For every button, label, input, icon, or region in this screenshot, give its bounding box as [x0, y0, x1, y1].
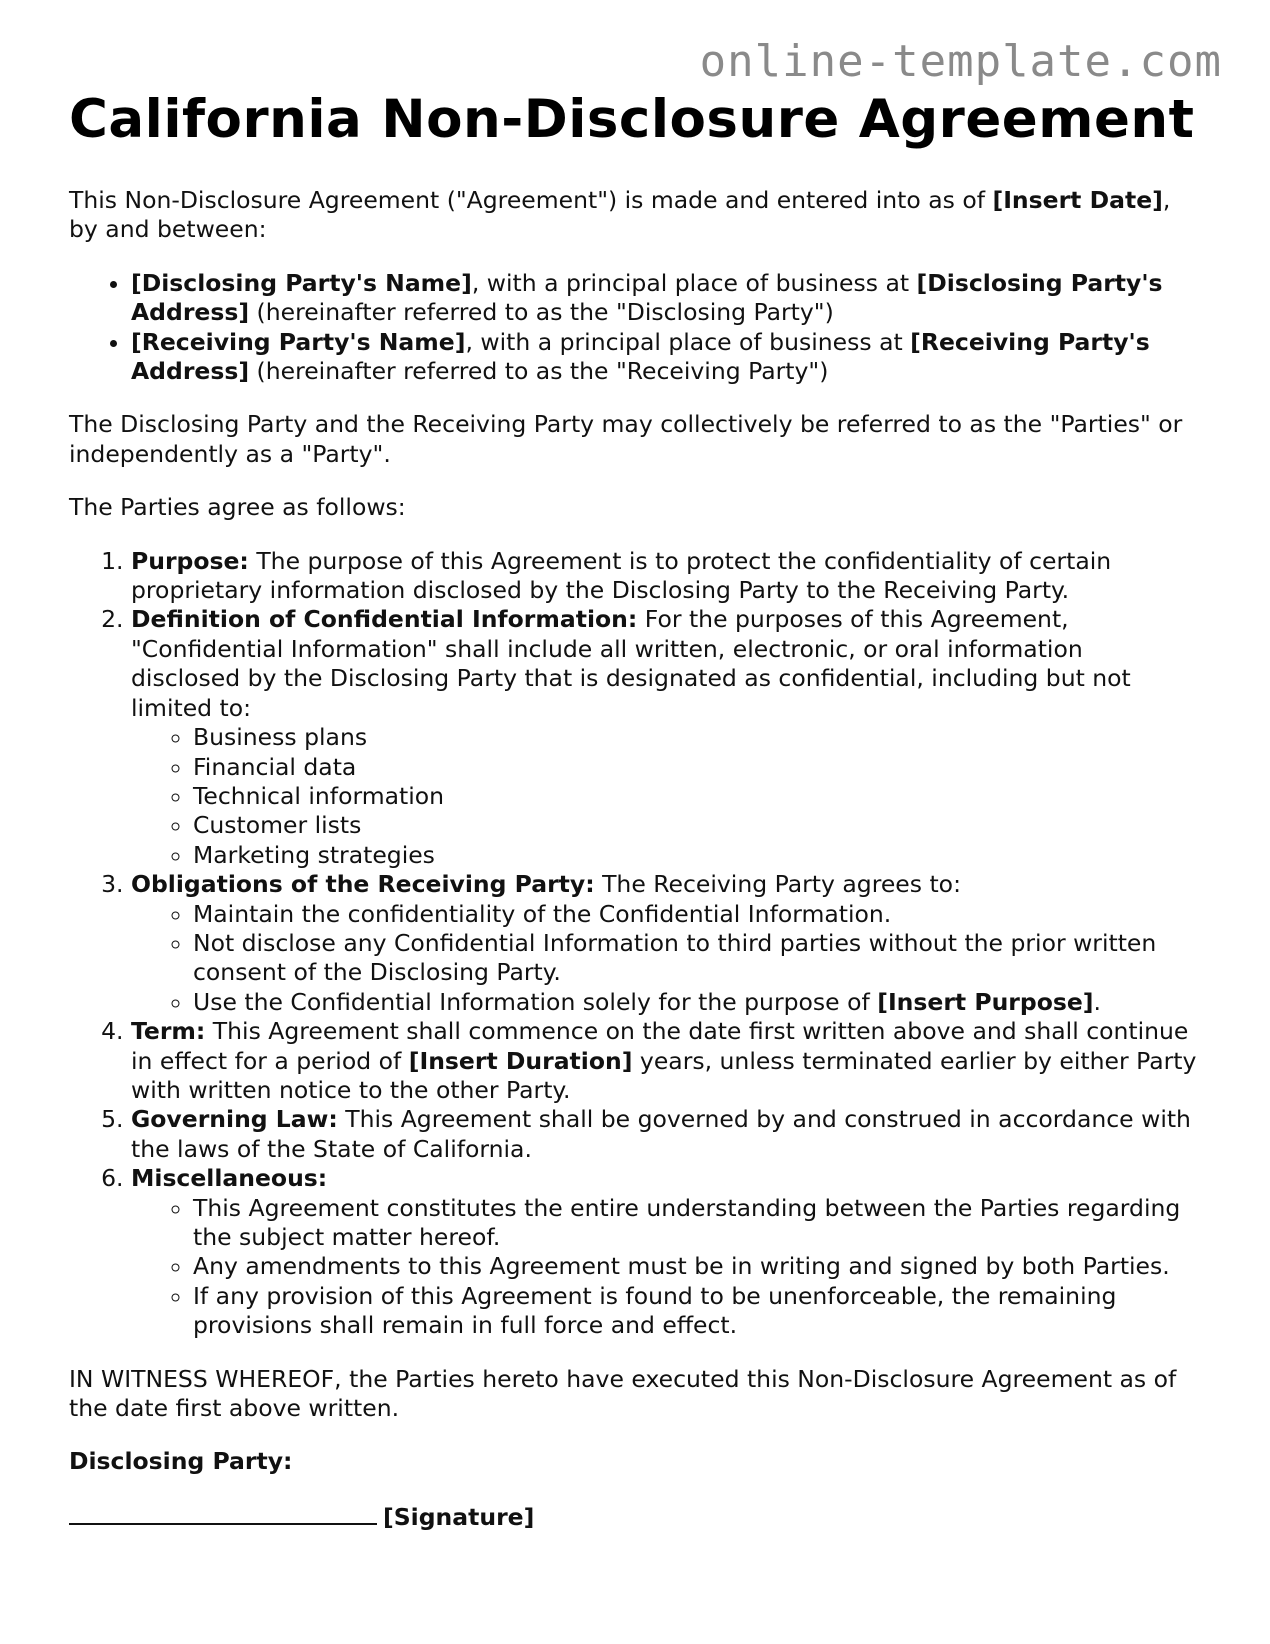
parties-list [69, 269, 1199, 387]
term-label: Purpose: [131, 546, 249, 575]
collective-paragraph: The Disclosing Party and the Receiving Party may collectively be referred to as the "Parties" or independently as a "Party". [69, 410, 1183, 468]
term-text: This Agreement shall be governed by and construed in accordance with the laws of the State of California. [131, 1105, 1191, 1163]
watermark: online-template.com [699, 36, 1222, 87]
term-text: The Receiving Party agrees to: [594, 870, 961, 899]
list-item: ◦ Business plans [193, 723, 1199, 752]
list-item: ◦ Financial data [193, 753, 1199, 782]
list-item: ◦ Any amendments to this Agreement must be in writing and signed by both Parties. [193, 1252, 1199, 1281]
term-text: This Agreement shall commence on the date first written above and shall continue in effect for a period of [131, 1017, 1189, 1075]
purpose-placeholder: [Insert Purpose] [877, 987, 1094, 1016]
term-duration [131, 1017, 1199, 1105]
intro-text-end: , by and between: [69, 186, 1171, 244]
party-name: [Receiving Party's Name] [131, 327, 466, 356]
list-item-end: . [1093, 987, 1102, 1016]
term-text: The purpose of this Agreement is to protect the confidentiality of certain proprietary information disclosed by the Disclosing Party to the Receiving Party. [131, 546, 1112, 605]
term-text-end: years, unless terminated earlier by either Party with written notice to the other Party. [131, 1046, 1197, 1104]
term-label: Definition of Confidential Information: [131, 605, 638, 634]
terms-list [69, 547, 1199, 1341]
term-text: For the purposes of this Agreement, "Confidential Information" shall include all written, electronic, or oral information disclosed by the Disclosing Party that is designated as confidential, including but not limited to: [131, 605, 1131, 722]
misc-sublist [131, 1194, 1199, 1341]
document-body [69, 88, 1199, 1556]
party-role: (hereinafter referred to as the "Receiving Party") [249, 357, 829, 386]
term-purpose [131, 547, 1199, 606]
term-label: Obligations of the Receiving Party: [131, 870, 595, 899]
duration-placeholder: [Insert Duration] [408, 1046, 633, 1075]
party-address: [Receiving Party's Address] [131, 327, 1150, 386]
list-item [193, 988, 1199, 1017]
signature-party-label [69, 1447, 1199, 1476]
list-item: ◦ If any provision of this Agreement is found to be unenforceable, the remaining provisions shall remain in full force and effect. [193, 1282, 1199, 1341]
term-label: Governing Law: [131, 1105, 338, 1134]
list-item: ◦ Marketing strategies [193, 841, 1199, 870]
signature-blank[interactable] [69, 1501, 377, 1525]
term-obligations [131, 870, 1199, 1017]
intro-text: This Non-Disclosure Agreement ("Agreement") is made and entered into as of [69, 186, 993, 214]
party-role: (hereinafter referred to as the "Disclosing Party") [249, 298, 834, 327]
obligations-sublist [131, 900, 1199, 1018]
intro-paragraph [69, 186, 1199, 245]
term-label: Term: [131, 1017, 206, 1046]
date-placeholder: [Insert Date] [992, 186, 1163, 214]
page-title: California Non-Disclosure Agreement [69, 89, 1195, 150]
list-item-text: Use the Confidential Information solely for the purpose of [193, 987, 878, 1016]
term-miscellaneous [131, 1164, 1199, 1340]
list-item: ◦ Customer lists [193, 811, 1199, 840]
term-definition [131, 605, 1199, 870]
witness-paragraph: IN WITNESS WHEREOF, the Parties hereto have executed this Non-Disclosure Agreement as of the date first above written. [69, 1364, 1177, 1423]
term-label: Miscellaneous: [131, 1164, 328, 1193]
signature-line [69, 1501, 1199, 1532]
definition-sublist [131, 723, 1199, 870]
list-item: ◦ This Agreement constitutes the entire understanding between the Parties regarding the subject matter hereof. [193, 1194, 1199, 1253]
party-name: [Disclosing Party's Name] [131, 268, 472, 297]
agree-paragraph: The Parties agree as follows: [69, 493, 406, 522]
party-text: , with a principal place of business at [465, 327, 911, 356]
party-text: , with a principal place of business at [471, 268, 917, 297]
party-item-disclosing [131, 269, 1199, 328]
party-item-receiving [131, 328, 1199, 387]
list-item: ◦ Technical information [193, 782, 1199, 811]
term-governing-law [131, 1105, 1199, 1164]
signature-label: [Signature] [383, 1502, 535, 1531]
list-item: ◦ Not disclose any Confidential Information to third parties without the prior written consent of the Disclosing Party. [193, 929, 1199, 988]
party-address: [Disclosing Party's Address] [131, 268, 1163, 327]
list-item: ◦ Maintain the confidentiality of the Confidential Information. [193, 900, 1199, 929]
party-label-text: Disclosing Party: [69, 1447, 293, 1476]
